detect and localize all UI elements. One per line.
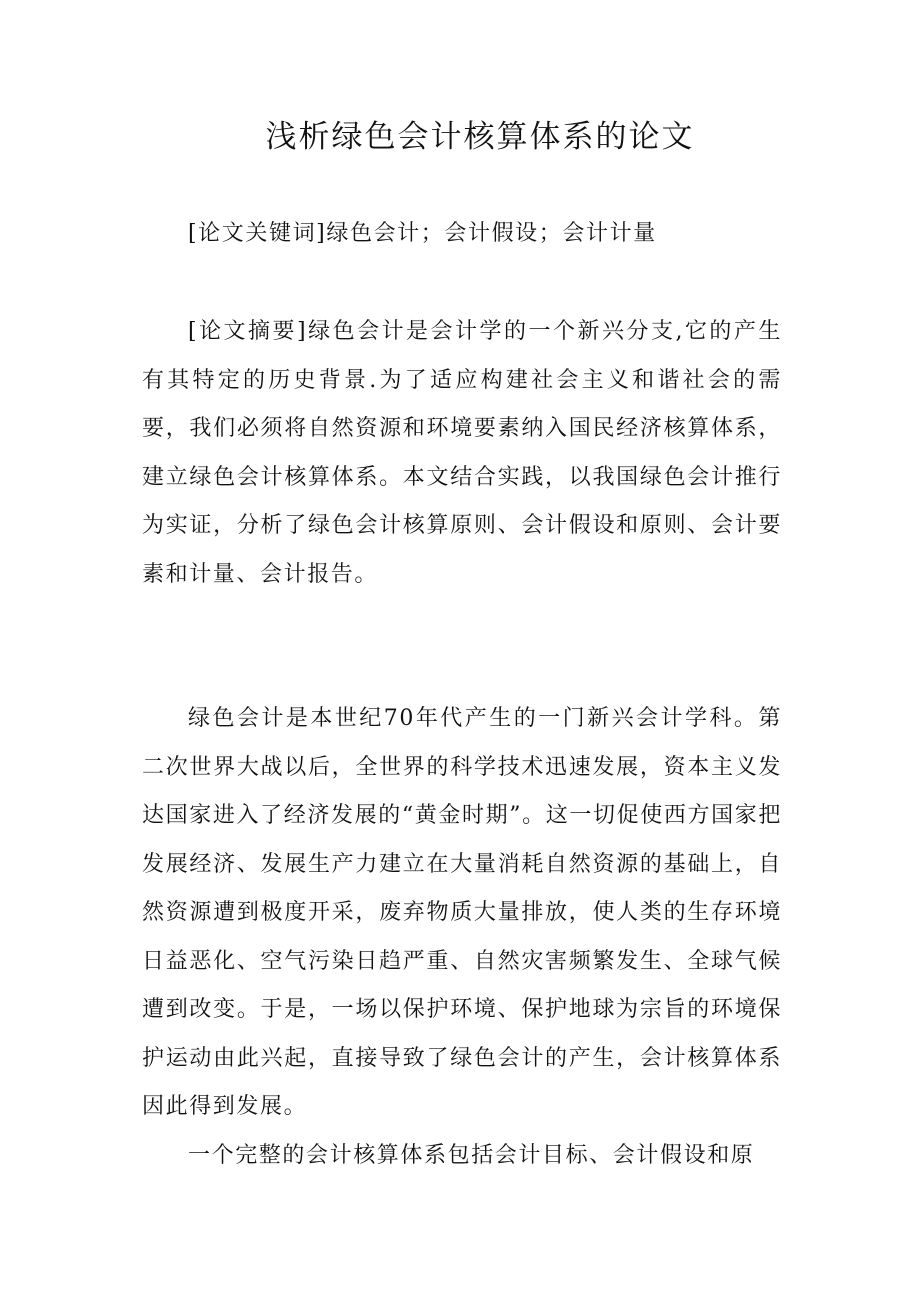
abstract-paragraph: [论文摘要]绿色会计是会计学的一个新兴分支,它的产生有其特定的历史背景.为了适应构建社会主义和谐社会的需要，我们必须将自然资源和环境要素纳入国民经济核算体系，建立绿色会计核算体系。本文结合实践，以我国绿色会计推行为实证，分析了绿色会计核算原则、会计假设和原则、会计要素和计量、会计报告。: [142, 319, 782, 587]
document-title: 浅析绿色会计核算体系的论文: [265, 119, 695, 155]
keywords-line: [论文关键词]绿色会计；会计假设；会计计量: [188, 221, 657, 246]
body-paragraph: 一个完整的会计核算体系包括会计目标、会计假设和原: [188, 1143, 755, 1168]
body-paragraph: 绿色会计是本世纪70年代产生的一门新兴会计学科。第二次世界大战以后，全世界的科学技术迅速发展，资本主义发达国家进入了经济发展的“黄金时期”。这一切促使西方国家把发展经济、发展生产力建立在大量消耗自然资源的基础上，自然资源遭到极度开采，废弃物质大量排放，使人类的生存环境日益恶化、空气污染日趋严重、自然灾害频繁发生、全球气候遭到改变。于是，一场以保护环境、保护地球为宗旨的环境保护运动由此兴起，直接导致了绿色会计的产生，会计核算体系因此得到发展。: [142, 706, 782, 1119]
